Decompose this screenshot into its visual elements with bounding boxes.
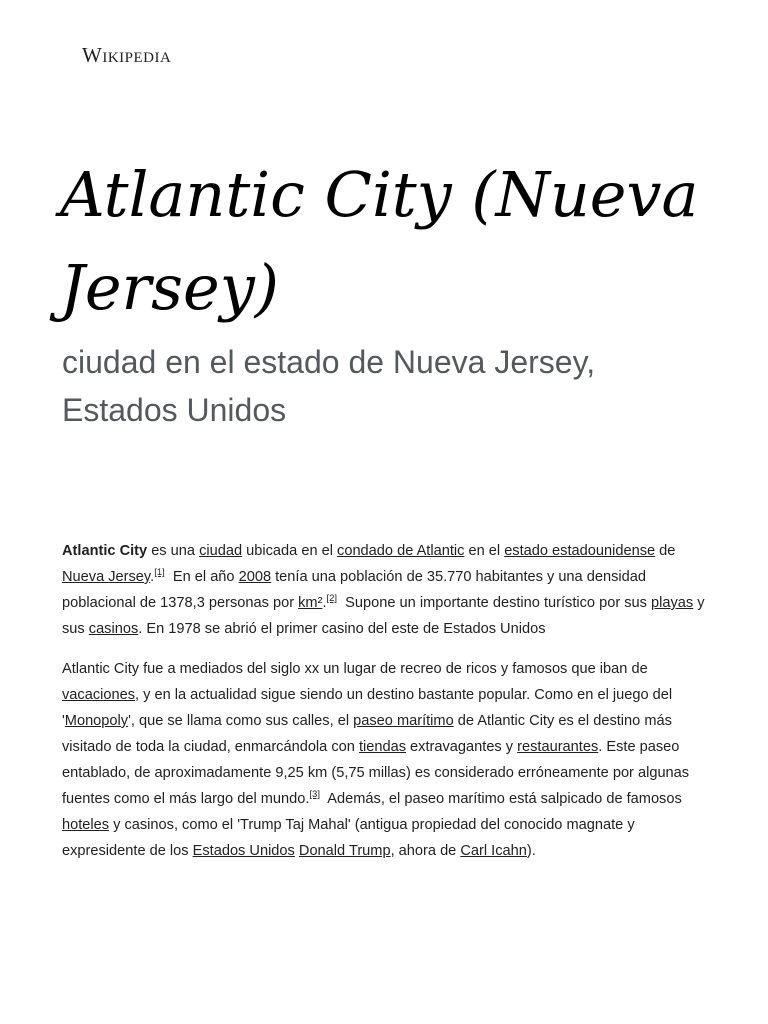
reference-3 [309,789,320,800]
link-estado-estadounidense[interactable]: estado estadounidense [504,543,656,559]
link-casinos[interactable]: casinos [88,621,139,637]
text: , y en la actualidad sigue siendo un destino bastante popular. Como en el juego del ' [62,687,673,729]
page-title: Atlantic City (Nueva Jersey) [60,158,699,324]
reference-2 [327,593,338,604]
link-2008[interactable]: 2008 [238,569,272,585]
text: es una [147,543,200,559]
link-paseo-maritimo[interactable]: paseo marítimo [353,713,454,729]
text: ubicada en el [242,543,338,559]
link-vacaciones[interactable]: vacaciones [62,687,136,703]
text: . [150,569,155,585]
reference-link-1[interactable]: [1] [154,567,165,578]
text: ', que se llama como sus calles, el [128,713,354,729]
link-estados-unidos[interactable]: Estados Unidos [192,843,295,859]
text: , ahora de [390,843,461,859]
text: de Atlantic City es el destino más visitado de toda la ciudad, enmarcándola con [62,713,672,755]
link-nueva-jersey[interactable]: Nueva Jersey [62,569,151,585]
link-playas[interactable]: playas [651,595,694,611]
link-condado-de-atlantic[interactable]: condado de Atlantic [337,543,465,559]
article-body [62,538,710,878]
text: . [322,595,327,611]
link-tiendas[interactable]: tiendas [358,739,406,755]
reference-link-2[interactable]: [2] [326,593,338,604]
page-description: ciudad en el estado de Nueva Jersey, Estados Unidos [62,344,596,428]
text: de [655,543,676,559]
link-monopoly[interactable]: Monopoly [64,713,129,729]
text: Atlantic City fue a mediados del siglo xx un lugar de recreo de ricos y famosos que iban de [62,661,648,677]
link-km2[interactable]: km² [298,595,323,611]
text: extravagantes y [406,739,518,755]
link-carl-icahn[interactable]: Carl Icahn [460,843,527,859]
text: y casinos, como el 'Trump Taj Mahal' (antigua propiedad del conocido magnate y expresidente de los [62,817,635,859]
link-restaurantes[interactable]: restaurantes [517,739,599,755]
text: Además, el paseo marítimo está salpicado de famosos [319,791,686,807]
text: tenía una población de 35.770 habitantes y una densidad poblacional de 1378,3 personas por [62,569,646,611]
link-donald-trump[interactable]: Donald Trump [298,843,391,859]
bold-term: Atlantic City [62,543,148,559]
reference-link-3[interactable]: [3] [309,789,320,800]
paragraph-intro [62,538,710,642]
text: . En 1978 se abrió el primer casino del este de Estados Unidos [138,621,546,637]
paragraph-history [62,656,710,864]
wikipedia-wordmark[interactable]: Wikipedia [82,43,172,67]
link-hoteles[interactable]: hoteles [62,817,110,833]
text: y sus [62,595,705,637]
text: . Este paseo entablado, de aproximadamente 9,25 km (5,75 millas) es considerado erróneamente por algunas fuentes como el más largo del mundo. [62,739,690,807]
text: ). [526,843,536,859]
text: Supone un importante destino turístico por sus [337,595,652,611]
link-ciudad[interactable]: ciudad [199,543,243,559]
reference-1 [154,567,165,578]
text: En el año [164,569,239,585]
text: en el [464,543,505,559]
